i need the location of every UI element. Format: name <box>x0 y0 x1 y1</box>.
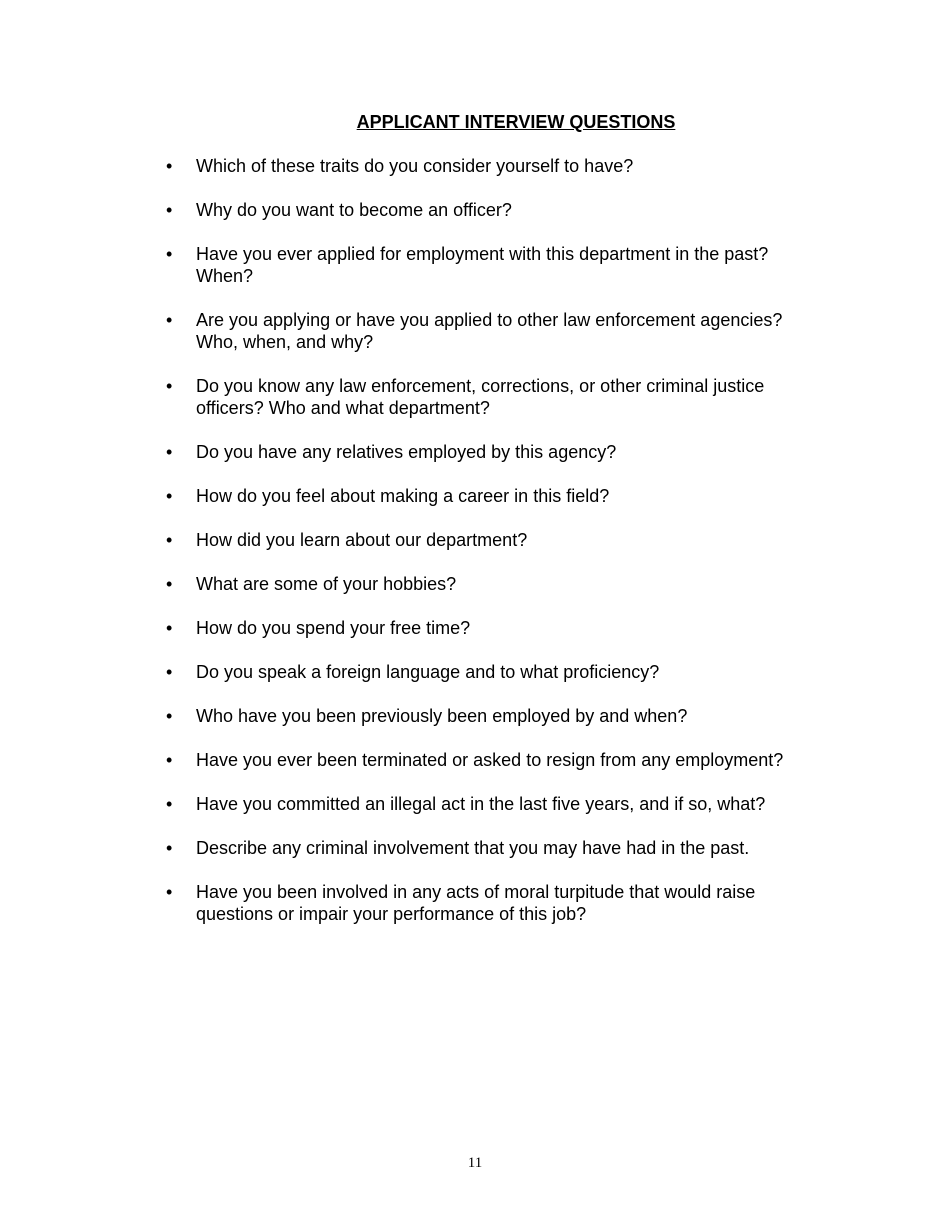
question-text: Describe any criminal involvement that you may have had in the past. <box>196 838 750 858</box>
bullet-icon: • <box>166 486 173 506</box>
bullet-icon: • <box>166 376 173 396</box>
bullet-icon: • <box>166 530 173 550</box>
question-item <box>166 793 816 815</box>
bullet-icon: • <box>166 618 173 638</box>
question-text: Have you committed an illegal act in the last five years, and if so, what? <box>196 794 766 814</box>
question-item <box>166 485 816 507</box>
question-text: Are you applying or have you applied to other law enforcement agencies? Who, when, and why? <box>196 310 783 352</box>
question-item <box>166 199 816 221</box>
question-item <box>166 617 816 639</box>
bullet-icon: • <box>166 706 173 726</box>
question-text: Do you have any relatives employed by this agency? <box>196 442 617 462</box>
question-item <box>166 837 816 859</box>
question-item <box>166 749 816 771</box>
bullet-icon: • <box>166 310 173 330</box>
questions-list <box>166 155 816 947</box>
question-text: Have you been involved in any acts of moral turpitude that would raise questions or impair your performance of this job? <box>196 882 756 924</box>
question-text: How do you spend your free time? <box>196 618 471 638</box>
question-item <box>166 881 816 925</box>
question-item <box>166 705 816 727</box>
question-text: Have you ever applied for employment with this department in the past? When? <box>196 244 769 286</box>
question-text: Do you know any law enforcement, corrections, or other criminal justice officers? Who and what department? <box>196 376 765 418</box>
bullet-icon: • <box>166 156 173 176</box>
bullet-icon: • <box>166 244 173 264</box>
question-item <box>166 661 816 683</box>
question-item <box>166 375 816 419</box>
page-number: 11 <box>467 1155 483 1171</box>
question-text: How did you learn about our department? <box>196 530 528 550</box>
bullet-icon: • <box>166 442 173 462</box>
question-text: Do you speak a foreign language and to what proficiency? <box>196 662 660 682</box>
bullet-icon: • <box>166 750 173 770</box>
bullet-icon: • <box>166 794 173 814</box>
page-title: APPLICANT INTERVIEW QUESTIONS <box>356 112 676 132</box>
question-item <box>166 155 816 177</box>
bullet-icon: • <box>166 882 173 902</box>
question-text: Who have you been previously been employed by and when? <box>196 706 688 726</box>
question-item <box>166 441 816 463</box>
bullet-icon: • <box>166 200 173 220</box>
bullet-icon: • <box>166 662 173 682</box>
question-item <box>166 573 816 595</box>
question-item <box>166 529 816 551</box>
bullet-icon: • <box>166 838 173 858</box>
question-text: Which of these traits do you consider yourself to have? <box>196 156 634 176</box>
question-text: What are some of your hobbies? <box>196 574 457 594</box>
bullet-icon: • <box>166 574 173 594</box>
question-item <box>166 309 816 353</box>
question-text: Have you ever been terminated or asked to resign from any employment? <box>196 750 784 770</box>
question-item <box>166 243 816 287</box>
question-text: How do you feel about making a career in this field? <box>196 486 610 506</box>
question-text: Why do you want to become an officer? <box>196 200 512 220</box>
